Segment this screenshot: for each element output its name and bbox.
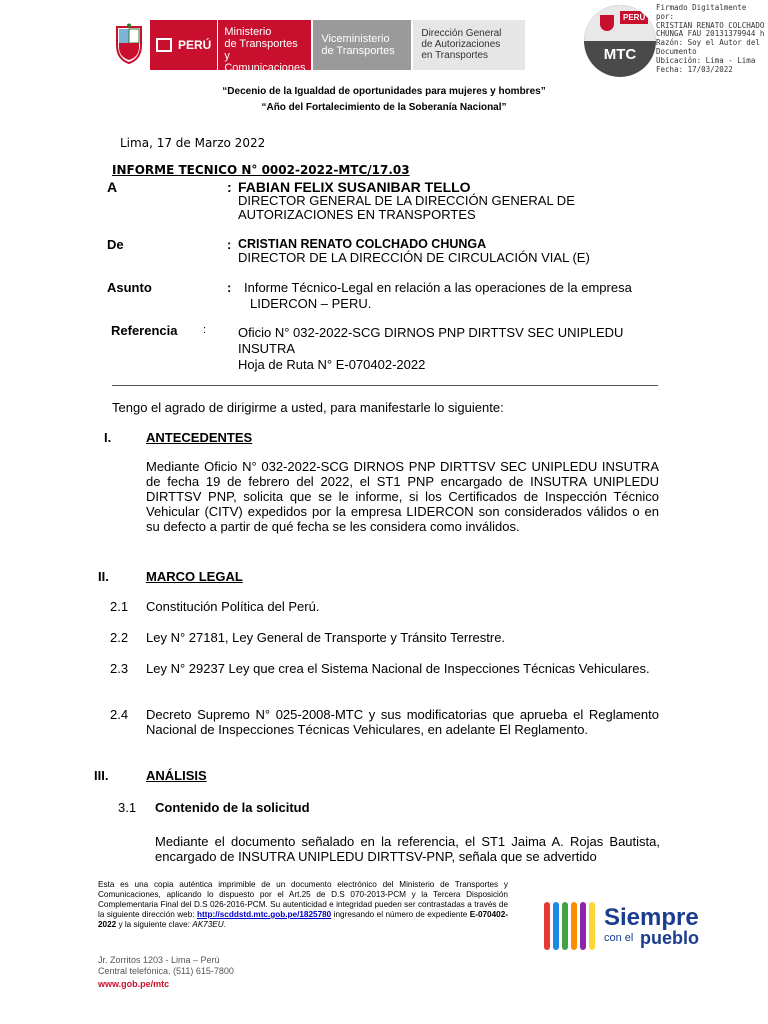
ministerio-brand	[217, 20, 311, 74]
referencia-colon: :	[203, 324, 207, 336]
item-2-1-number: 2.1	[110, 599, 129, 614]
subsection-3-1-body: Mediante el documento señalado en la referencia, el ST1 Jaima A. Rojas Bautista, encargado de INSUTRA UNIPLEDU DIRTTSV-PNP, señala que se advertido	[155, 834, 660, 864]
con-el-word: con el	[604, 932, 634, 944]
expediente-number: E-070402-2022	[98, 910, 508, 929]
dir-line-1: Dirección General	[421, 28, 502, 39]
referencia-line-3: Hoja de Ruta N° E-070402-2022	[238, 357, 426, 372]
ministerio-line-1: Ministerio	[224, 26, 272, 38]
section-1-number: I.	[104, 430, 112, 445]
peru-label: PERÚ	[178, 38, 212, 52]
item-2-3-text: Ley N° 29237 Ley que crea el Sistema Nacional de Inspecciones Técnicas Vehiculares.	[146, 661, 650, 676]
siempre-con-el-pueblo-logo	[542, 900, 712, 952]
vice-line-2: de Transportes	[321, 45, 395, 57]
peru-brand	[150, 20, 217, 70]
colored-bars-icon	[542, 902, 598, 952]
a-label: A	[107, 179, 118, 195]
a-role-line-2: AUTORIZACIONES EN TRANSPORTES	[238, 207, 476, 222]
de-label: De	[107, 237, 124, 252]
address-line: Jr. Zorritos 1203 - Lima – Perú	[98, 955, 220, 965]
item-2-1-text: Constitución Política del Perú.	[146, 599, 320, 614]
a-role-line-1: DIRECTOR GENERAL DE LA DIRECCIÓN GENERAL DE	[238, 193, 575, 208]
de-name: CRISTIAN RENATO COLCHADO CHUNGA	[238, 237, 487, 251]
header-divider	[112, 385, 658, 386]
referencia-label: Referencia	[111, 323, 178, 338]
section-1-title: ANTECEDENTES	[146, 430, 253, 445]
digital-signature-text: Firmado Digitalmente por: CRISTIAN RENATO COLCHADO CHUNGA FAU 20131379944 h Razón: Soy el Autor del Documento Ubicación: Lima - Lima Fecha: 17/03/2022	[656, 4, 765, 74]
item-2-2-number: 2.2	[110, 630, 129, 645]
ministerio-line-3: y Comunicaciones	[224, 50, 306, 74]
note-part-c: y la siguiente clave:	[116, 920, 193, 929]
viceministerio-brand	[313, 20, 411, 70]
de-role: DIRECTOR DE LA DIRECCIÓN DE CIRCULACIÓN VIAL (E)	[238, 250, 590, 265]
subsection-3-1-number: 3.1	[118, 800, 137, 815]
item-2-4-text: Decreto Supremo N° 025-2008-MTC y sus modificatorias que aprueba el Reglamento Nacional de Inspecciones Técnicas Vehiculares, en adelante El Reglamento.	[146, 707, 659, 737]
section-3-title: ANÁLISIS	[146, 768, 207, 783]
a-name: FABIAN FELIX SUSANIBAR TELLO	[238, 179, 471, 195]
de-colon: :	[227, 237, 232, 252]
vice-line-1: Viceministerio	[321, 33, 390, 45]
asunto-line-2: LIDERCON – PERU.	[250, 296, 372, 311]
motto-anio: “Año del Fortalecimiento de la Soberanía Nacional”	[261, 102, 507, 113]
mtc-seal-icon	[584, 5, 656, 77]
note-part-b: ingresando el número de expediente	[331, 910, 470, 919]
direccion-brand	[413, 20, 525, 70]
siempre-word: Siempre	[604, 904, 699, 931]
coat-of-arms-icon	[112, 23, 146, 65]
section-3-number: III.	[94, 768, 109, 783]
pueblo-word: pueblo	[640, 928, 699, 948]
dir-line-3: en Transportes	[421, 50, 489, 61]
motto-decenio: “Decenio de la Igualdad de oportunidades para mujeres y hombres”	[222, 86, 546, 97]
item-2-3-number: 2.3	[110, 661, 129, 676]
footer-address	[98, 955, 234, 977]
note-part-a: Esta es una copia auténtica imprimible de un documento electrónico del Ministerio de Transportes y Comunicaciones, aplicando lo dispuesto por el Art.25 de D.S 070-2013-PCM y la Tercera Disposición Complementaria Final del D.S 026-2016-PCM. Su autenticidad e integridad pueden ser contrastadas a través de la siguiente dirección web:	[98, 880, 508, 919]
seal-shield-icon	[600, 15, 614, 31]
phone-line: Central telefónica. (511) 615-7800	[98, 966, 234, 976]
header-logo-bar	[112, 20, 525, 74]
peru-flag-icon	[156, 38, 172, 52]
note-part-d: .	[223, 920, 226, 929]
clave-value: AK73EU	[192, 920, 224, 929]
item-2-4-number: 2.4	[110, 707, 129, 722]
referencia-line-2: INSUTRA	[238, 341, 296, 356]
seal-peru-label: PERÚ	[620, 11, 648, 24]
section-2-number: II.	[98, 569, 109, 584]
intro-text: Tengo el agrado de dirigirme a usted, para manifestarle lo siguiente:	[112, 400, 504, 415]
seal-mtc-label: MTC	[603, 46, 637, 63]
document-title: INFORME TECNICO N° 0002-2022-MTC/17.03	[112, 163, 410, 177]
a-colon: :	[227, 179, 232, 195]
section-2-title: MARCO LEGAL	[146, 569, 243, 584]
dir-line-2: de Autorizaciones	[421, 39, 501, 50]
authenticity-note	[98, 880, 508, 930]
asunto-colon: :	[227, 280, 232, 295]
asunto-line-1: Informe Técnico-Legal en relación a las operaciones de la empresa	[244, 280, 632, 295]
asunto-label: Asunto	[107, 280, 152, 295]
website-link[interactable]: www.gob.pe/mtc	[98, 979, 170, 989]
subsection-3-1-title: Contenido de la solicitud	[155, 800, 310, 815]
section-1-body: Mediante Oficio N° 032-2022-SCG DIRNOS PNP DIRTTSV SEC UNIPLEDU INSUTRA de fecha 19 de febrero del 2022, el ST1 PNP encargado de INSUTRA UNIPLEDU DIRTTSV PNP, solicita que se le informe, si los Certificados de Inspección Técnico Vehicular (CITV) expedidos por la empresa LIDERCON son considerados válidos o en su defecto a partir de qué fecha se les considera como inválidos.	[146, 459, 659, 534]
document-date: Lima, 17 de Marzo 2022	[120, 136, 266, 150]
referencia-line-1: Oficio N° 032-2022-SCG DIRNOS PNP DIRTTSV SEC UNIPLEDU	[238, 325, 624, 340]
verification-link[interactable]: http://scddstd.mtc.gob.pe/1825780	[197, 910, 332, 919]
item-2-2-text: Ley N° 27181, Ley General de Transporte y Tránsito Terrestre.	[146, 630, 506, 645]
ministerio-line-2: de Transportes	[224, 38, 298, 50]
